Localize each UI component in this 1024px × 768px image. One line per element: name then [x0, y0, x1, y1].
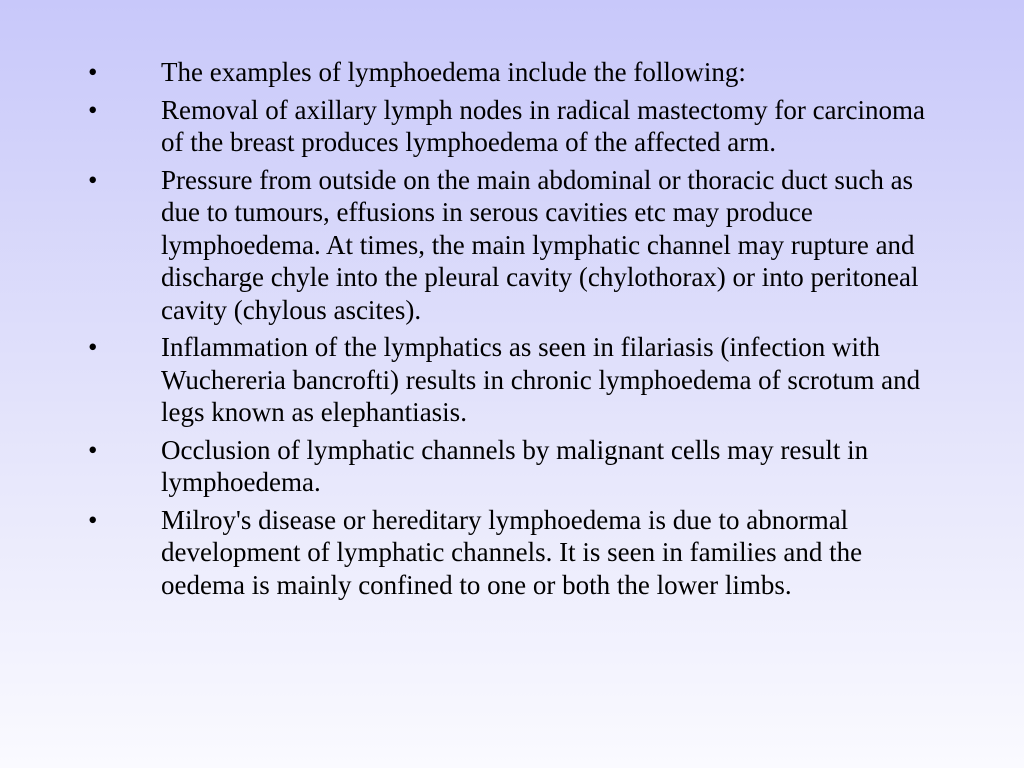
bullet-item-mastectomy — [88, 94, 948, 159]
bullet-item-pressure — [88, 164, 948, 327]
bullet-text: Milroy's disease or hereditary lymphoedema is due to abnormal development of lymphatic channels. It is seen in families and the oedema is mainly confined to one or both the lower limbs. — [161, 504, 863, 600]
bullet-icon: • — [88, 434, 98, 465]
bullet-text: Removal of axillary lymph nodes in radical mastectomy for carcinoma of the breast produces lymphoedema of the affected arm. — [161, 94, 926, 157]
bullet-item-occlusion — [88, 434, 948, 499]
bullet-text: The examples of lymphoedema include the following: — [161, 57, 746, 87]
bullet-icon: • — [88, 164, 98, 195]
bullet-list — [88, 56, 948, 606]
bullet-icon: • — [88, 332, 98, 362]
bullet-item-milroy — [88, 504, 948, 602]
bullet-item-examples-intro — [88, 56, 948, 89]
bullet-text: Inflammation of the lymphatics as seen in filariasis (infection with Wuchereria bancrofti) results in chronic lymphoedema of scrotum and legs known as elephantiasis. — [161, 332, 921, 427]
bullet-icon: • — [88, 94, 98, 125]
bullet-icon: • — [88, 57, 98, 87]
bullet-text: Pressure from outside on the main abdominal or thoracic duct such as due to tumours, effusions in serous cavities etc may produce lymphoedema. At times, the main lymphatic channel may rupture and discharge chyle into the pleural cavity (chylothorax) or into peritoneal cavity (chylous ascites). — [161, 164, 919, 325]
bullet-item-inflammation — [88, 331, 948, 429]
bullet-text: Occlusion of lymphatic channels by malignant cells may result in lymphoedema. — [161, 434, 869, 497]
bullet-icon: • — [88, 504, 98, 535]
